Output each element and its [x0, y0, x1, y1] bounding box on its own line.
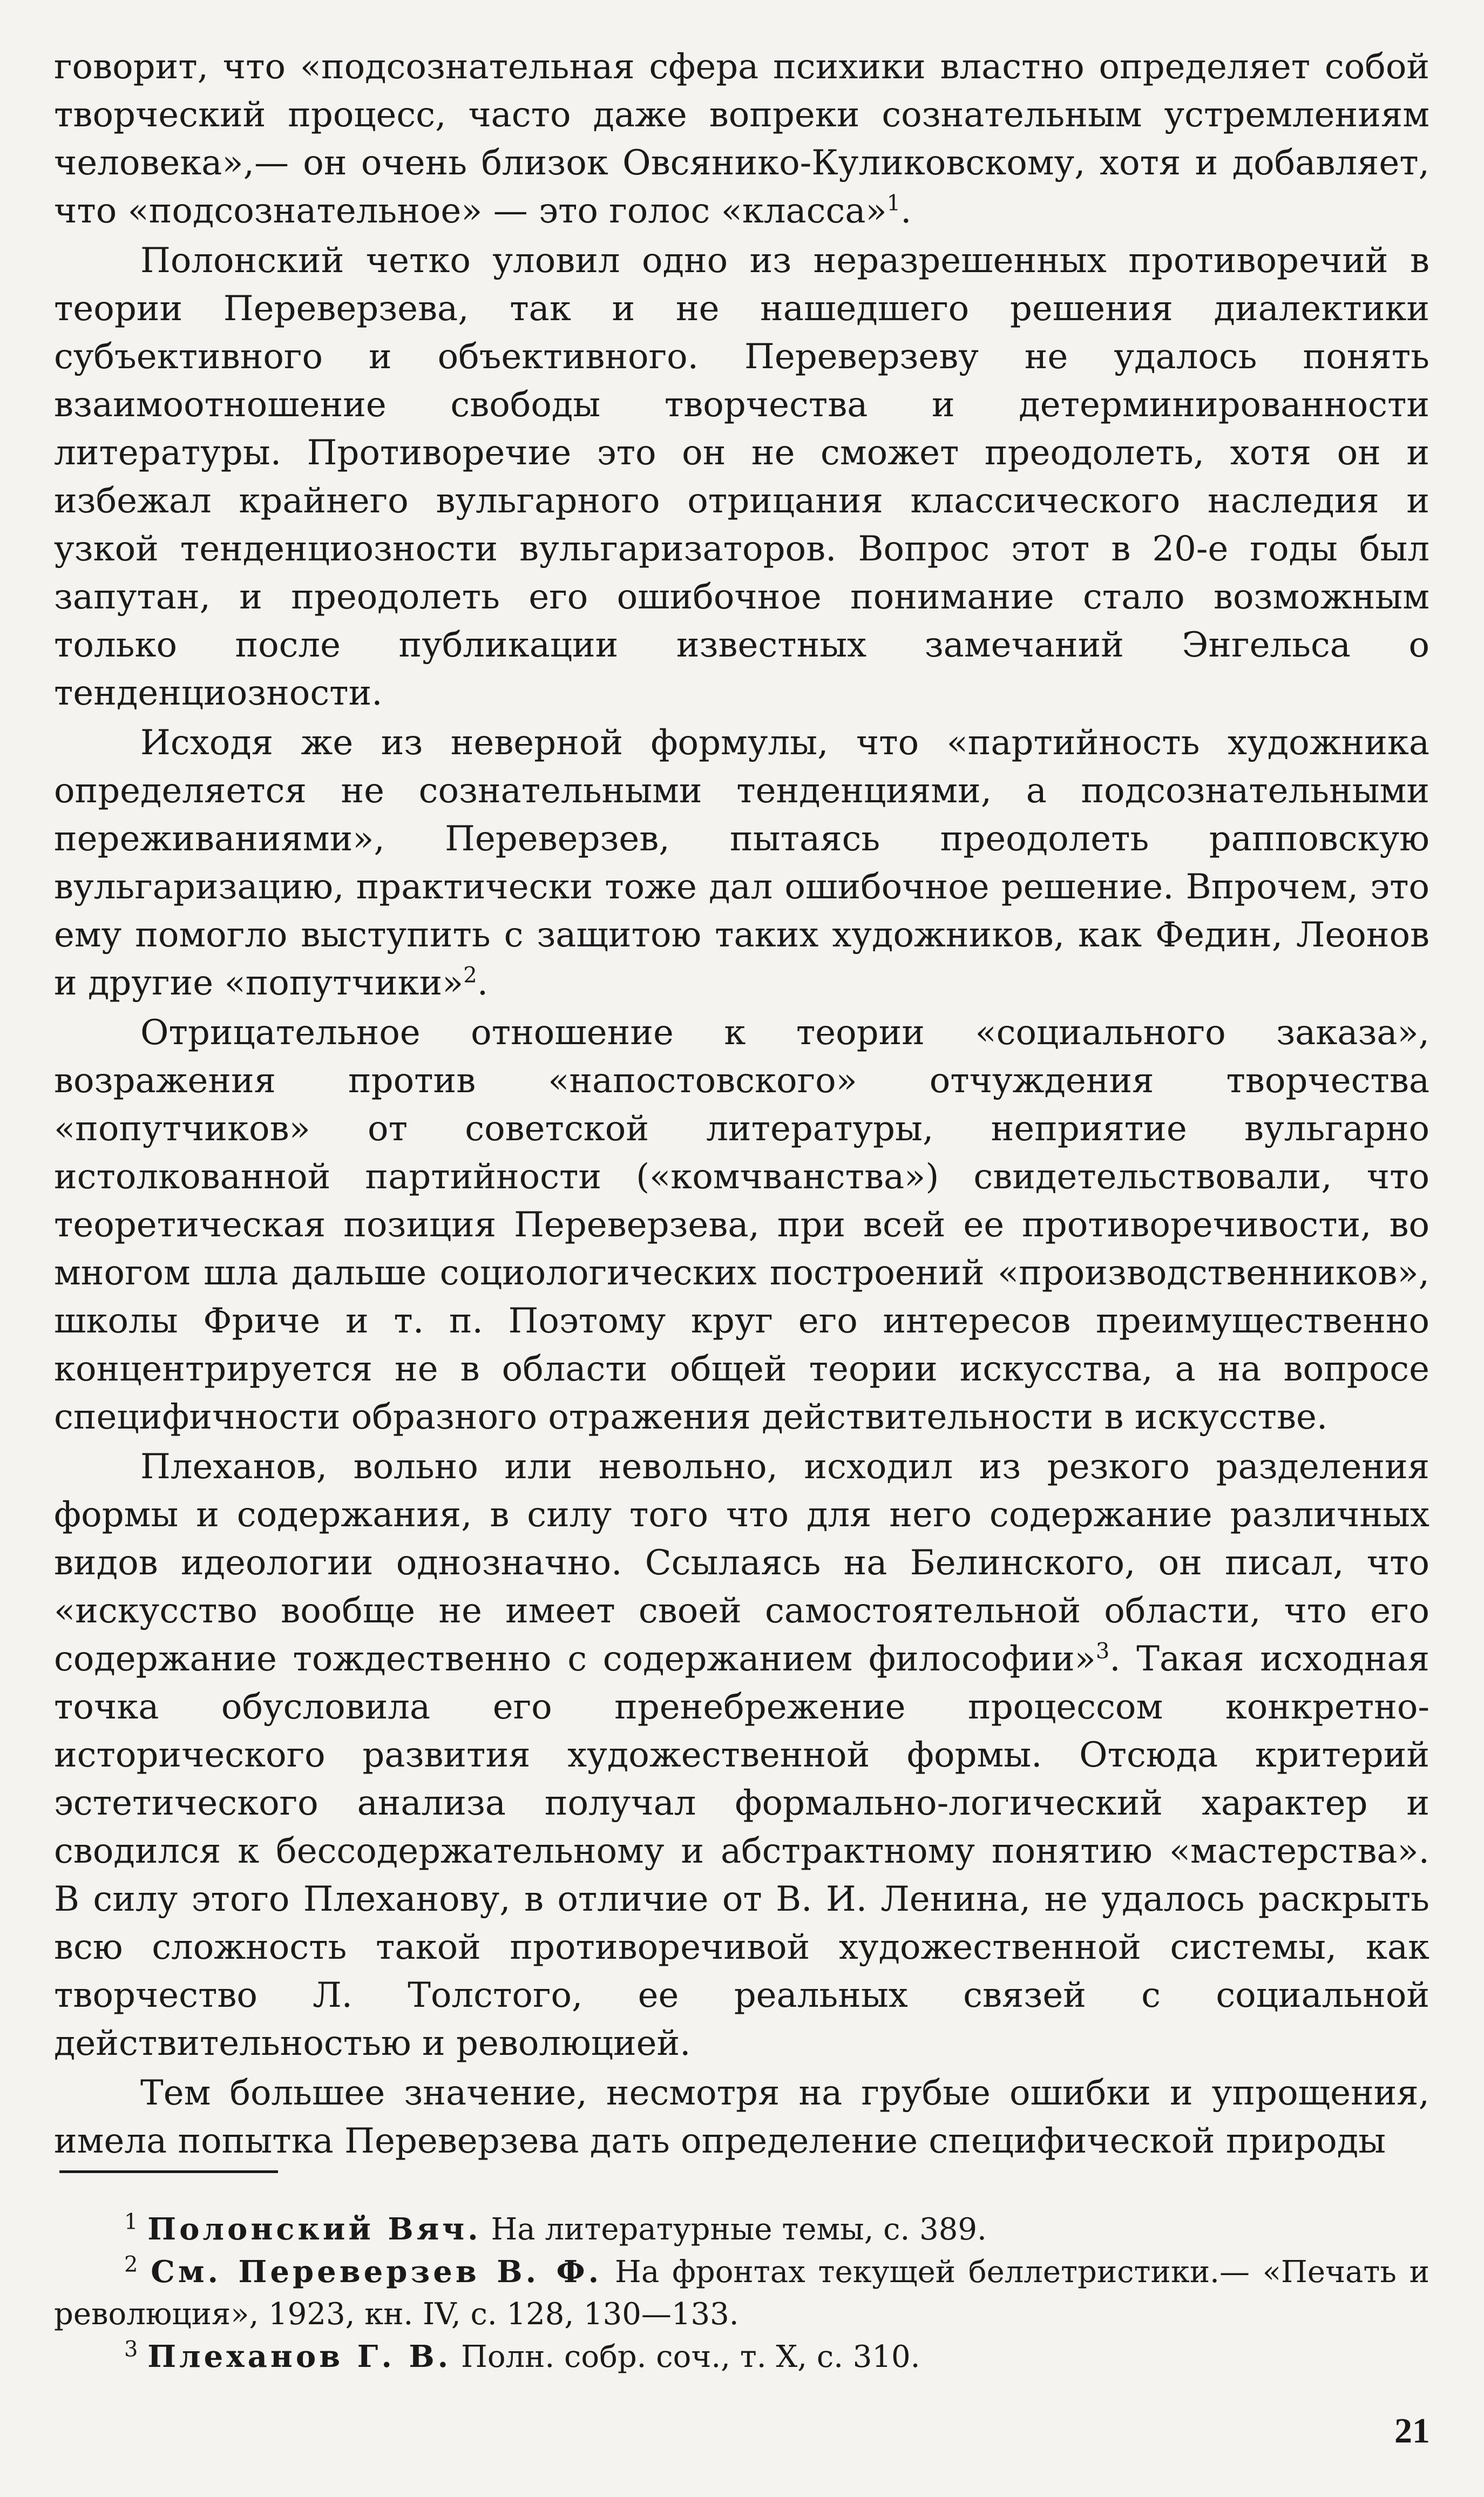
- footnote-1: [54, 2208, 1429, 2251]
- footnote-2: [54, 2251, 1429, 2336]
- paragraph-4-text: Отрицательное отношение к теории «социального заказа», возражения против «напостовского» отчуждения творчества «попутчиков» от советской литературы, неприятие вульгарно истолкованной партийности («комчванства») свидетельствовали, что теоретическая позиция Переверзева, при всей ее противоречивости, во многом шла дальше социологических построений «производственников», школы Фриче и т. п. Поэтому круг его интересов преимущественно концентрируется не в области общей теории искусства, а на вопросе специфичности образного отражения действительности в искусстве.: [54, 1013, 1429, 1437]
- paragraph-6: [54, 2069, 1429, 2166]
- footnote-ref-3: 3: [1095, 1639, 1110, 1664]
- footnote-2-text: На фронтах текущей беллетристики.— «Печать и революция», 1923, кн. IV, с. 128, 130—133.: [54, 2255, 1430, 2332]
- paragraph-5: [54, 1443, 1429, 2068]
- footnote-3-author: Плеханов Г. В.: [147, 2339, 452, 2374]
- footnotes: [54, 2208, 1429, 2378]
- footnote-ref-2: 2: [463, 963, 477, 988]
- page-number: 21: [1394, 2411, 1430, 2451]
- footnote-mark-2: 2: [124, 2252, 138, 2277]
- paragraph-6-text: Тем большее значение, несмотря на грубые ошибки и упрощения, имела попытка Переверзева дать определение специфической природы: [54, 2073, 1429, 2161]
- footnote-mark-1: 1: [124, 2209, 138, 2235]
- main-text: [54, 43, 1429, 2166]
- footnote-1-author: Полонский Вяч.: [147, 2211, 482, 2247]
- footnote-ref-1: 1: [886, 191, 901, 216]
- footnote-divider: [59, 2170, 278, 2173]
- paragraph-1-text: говорит, что «подсознательная сфера психики властно определяет собой творческий процесс, часто даже вопреки сознательным устремлениям человека»,— он очень близок Овсянико-Куликовскому, хотя и добавляет, что «подсознательное» — это голос «класса»: [54, 47, 1429, 231]
- paragraph-3: Исходя же из неверной формулы, что «партийность художника определяется не сознательными тенденциями, а подсознательными переживаниями», Переверзев, пытаясь преодолеть рапповскую вульгаризацию, практически тоже дал ошибочное решение. Впрочем, это ему помогло выступить с защитою таких художников, как Федин, Леонов и другие «попутчики»$^2$.: [54, 723, 1429, 1003]
- paragraph-3-text: Исходя же из неверной формулы, что «партийность художника определяется не сознательными тенденциями, а подсознательными переживаниями», Переверзев, пытаясь преодолеть рапповскую вульгаризацию, практически тоже дал ошибочное решение. Впрочем, это ему помогло выступить с защитою таких художников, как Федин, Леонов и другие «попутчики»: [54, 723, 1429, 1003]
- paragraph-2-text: Полонский четко уловил одно из неразрешенных противоречий в теории Переверзева, так и не нашедшего решения диалектики субъективного и объективного. Переверзеву не удалось понять взаимоотношение свободы творчества и детерминированности литературы. Противоречие это он не сможет преодолеть, хотя он и избежал крайнего вульгарного отрицания классического наследия и узкой тенденциозности вульгаризаторов. Вопрос этот в 20-е годы был запутан, и преодолеть его ошибочное понимание стало возможным только после публикации известных замечаний Энгельса о тенденциозности.: [54, 241, 1429, 713]
- paragraph-2: [54, 237, 1429, 718]
- footnote-1-text: На литературные темы, с. 389.: [491, 2212, 987, 2247]
- footnote-3-text: Полн. собр. соч., т. X, с. 310.: [460, 2339, 920, 2374]
- footnote-2-author: См. Переверзев В. Ф.: [151, 2254, 602, 2290]
- paragraph-5-continuation: . Такая исходная точка обусловила его пренебрежение процессом конкретно-исторического развития художественной формы. Отсюда критерий эстетического анализа получал формально-логический характер и сводился к бессодержательному и абстрактному понятию «мастерства». В силу этого Плеханову, в отличие от В. И. Ленина, не удалось раскрыть всю сложность такой противоречивой художественной системы, как творчество Л. Толстого, ее реальных связей с социальной действительностью и революцией.: [54, 1639, 1430, 2063]
- footnote-mark-3: 3: [124, 2337, 138, 2362]
- paragraph-4: [54, 1009, 1429, 1442]
- footnote-3: [54, 2336, 1429, 2378]
- paragraph-1: говорит, что «подсознательная сфера психики властно определяет собой творческий процесс, часто даже вопреки сознательным устремлениям человека»,— он очень близок Овсянико-Куликовскому, хотя и добавляет, что «подсознательное» — это голос «класса»$^1$.: [54, 47, 1429, 231]
- paragraph-5-text: Плеханов, вольно или невольно, исходил из резкого разделения формы и содержания, в силу того что для него содержание различных видов идеологии однозначно. Ссылаясь на Белинского, он писал, что «искусство вообще не имеет своей самостоятельной области, что его содержание тождественно с содержанием философии»: [54, 1447, 1429, 1679]
